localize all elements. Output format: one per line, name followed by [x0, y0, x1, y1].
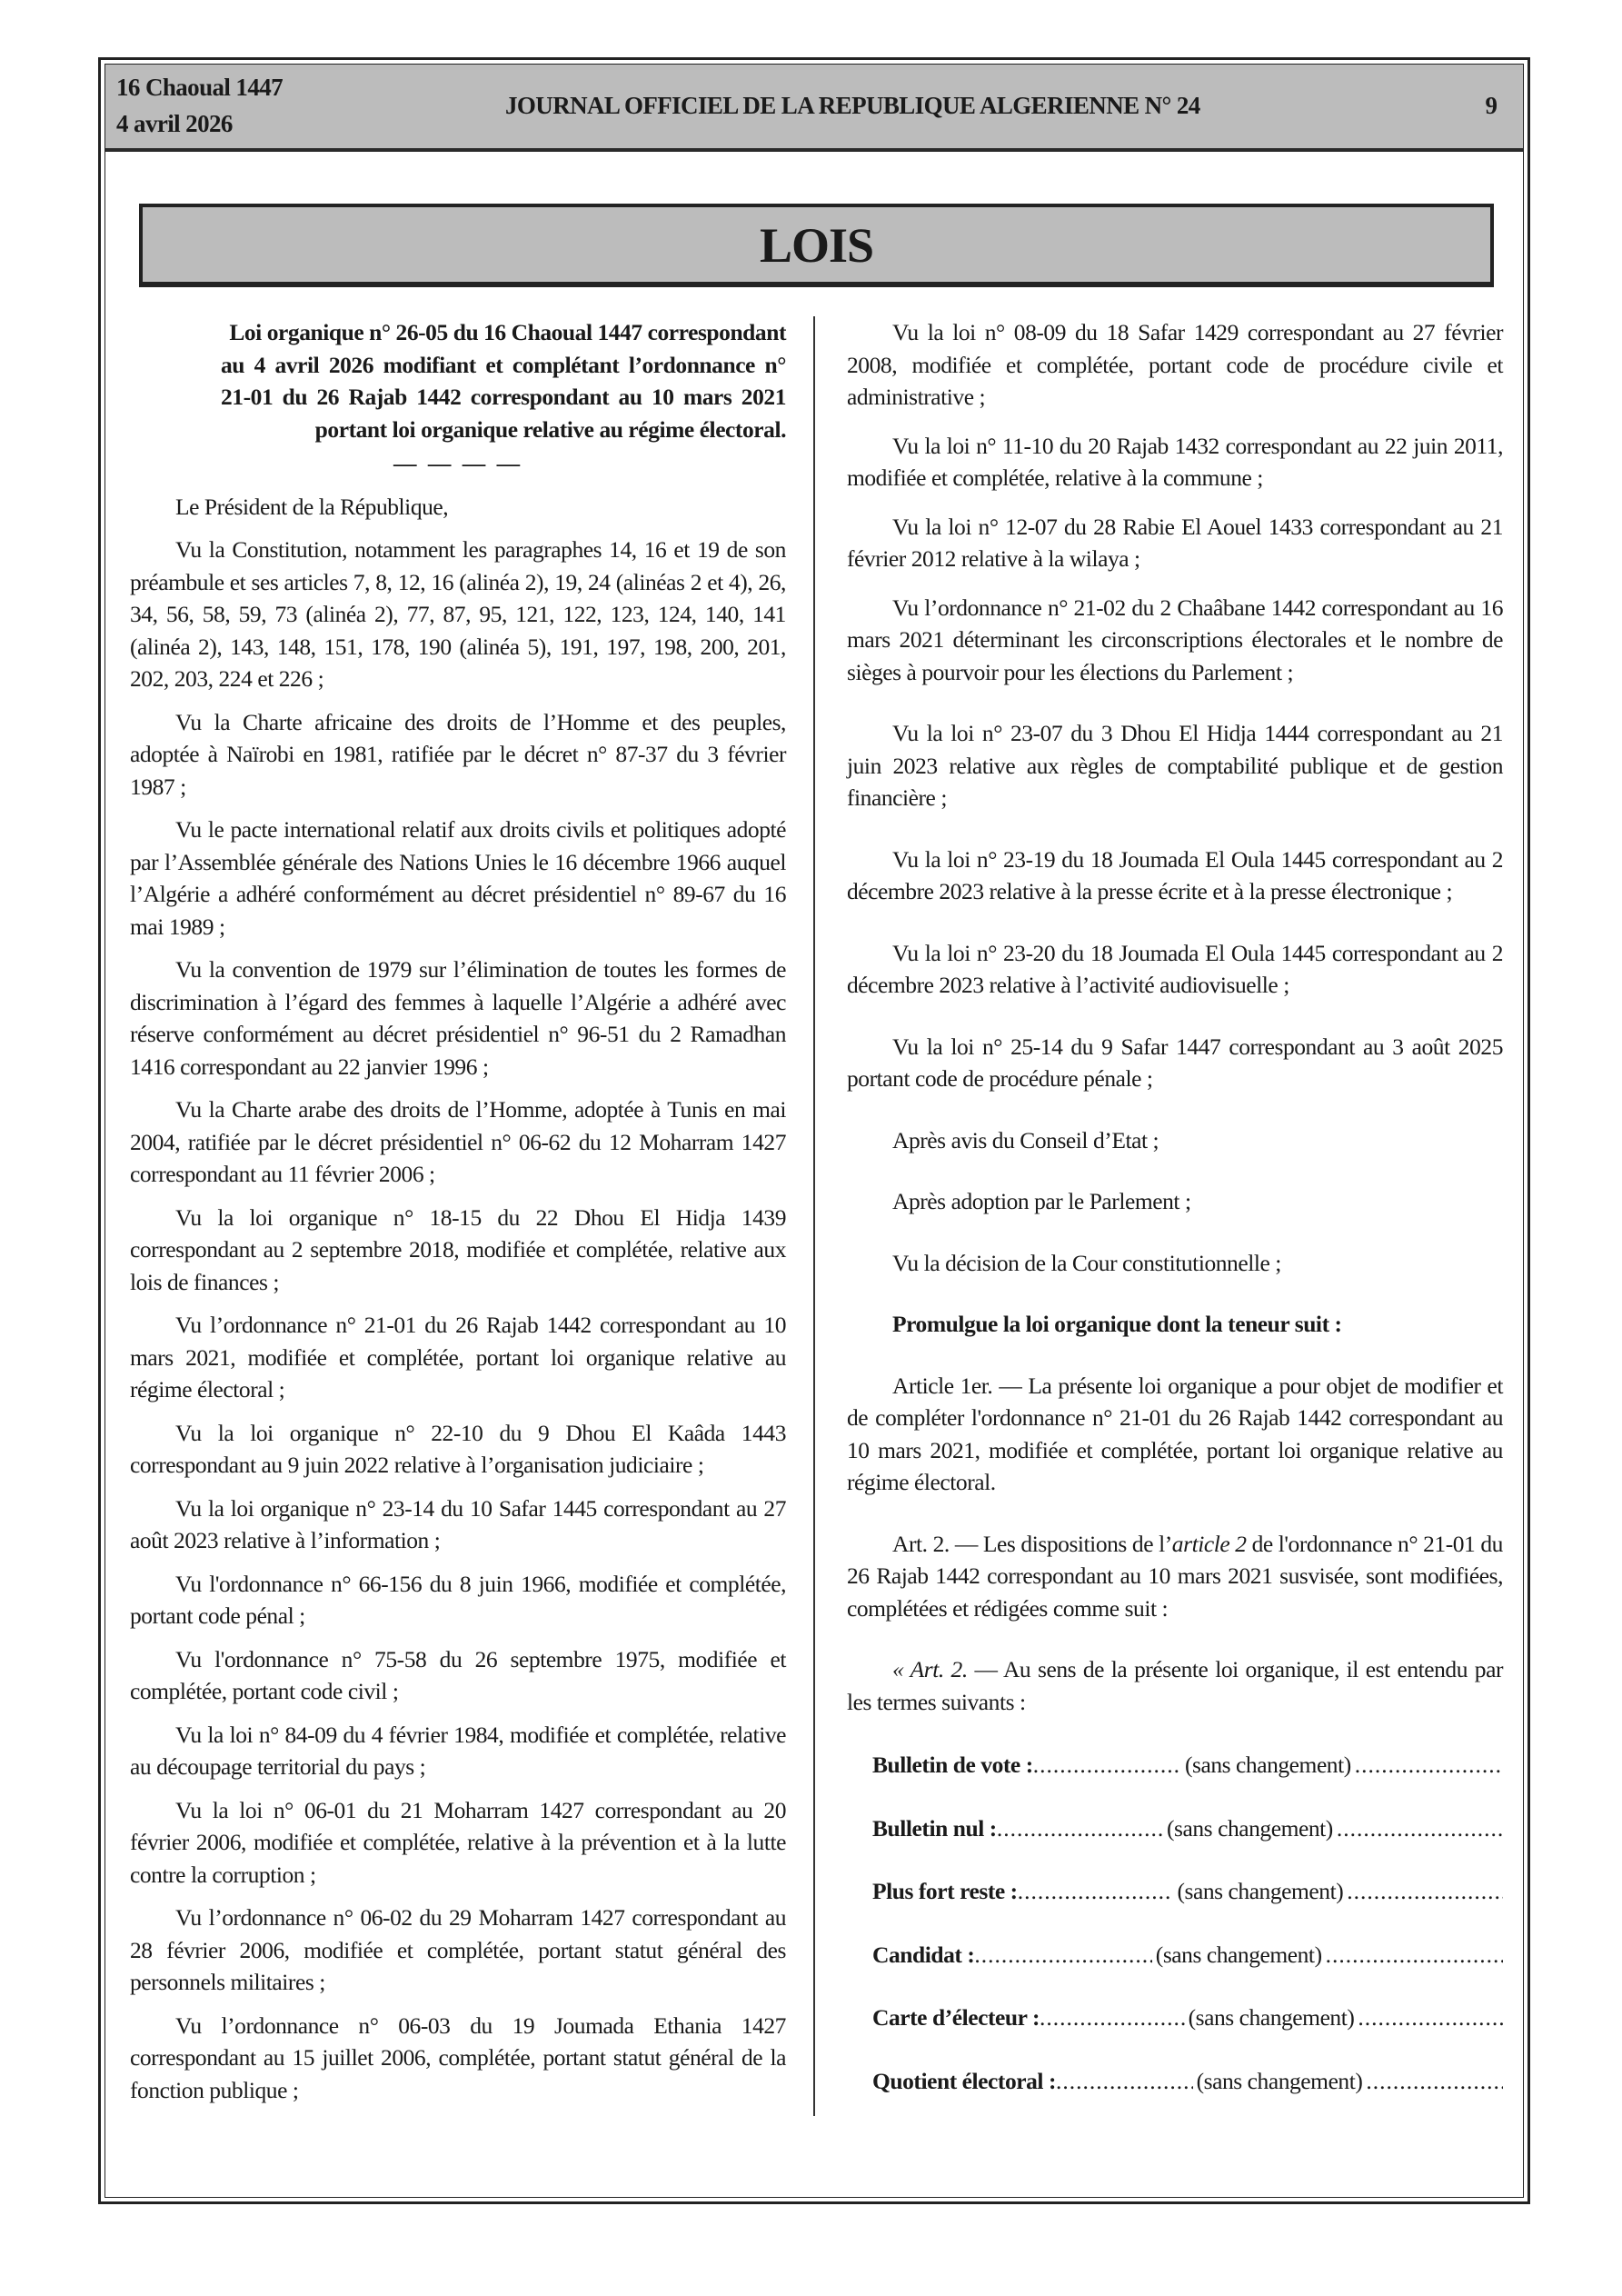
dot-leader [1326, 1939, 1503, 1972]
section-title: LOIS [759, 218, 874, 273]
article-2 [847, 1528, 1503, 1625]
dot-leader [1355, 1749, 1503, 1782]
visa-paragraph: Vu la loi n° 11-10 du 20 Rajab 1432 correspondant au 22 juin 2011, modifiée et complétée, relative à la commune ; [847, 432, 1503, 491]
visa-paragraph: Vu l’ordonnance n° 21-01 du 26 Rajab 1442 correspondant au 10 mars 2021, modifiée et complétée, portant loi organique relative au régime électoral ; [130, 1312, 786, 1403]
dot-leader [1056, 2065, 1193, 2098]
title-separator: — — — — [393, 450, 523, 476]
law-title-line1: Loi organique n° 26-05 du 16 Chaoual 1447 correspondant [229, 319, 786, 345]
visa-paragraph: Vu l'ordonnance n° 66-156 du 8 juin 1966, modifiée et complétée, portant code pénal ; [130, 1570, 786, 1629]
definition-text: (sans changement) [1167, 1814, 1333, 1842]
article-2-quote-label: « Art. 2. [892, 1656, 968, 1682]
visa-paragraph: Vu la loi n° 23-20 du 18 Joumada El Oula 1445 correspondant au 2 décembre 2023 relative à l’activité audiovisuelle ; [847, 939, 1503, 998]
definition-row [847, 1812, 1503, 1845]
right-column [847, 316, 1503, 2128]
visa-paragraph: Vu la loi n° 12-07 du 28 Rabie El Aouel 1433 correspondant au 21 février 2012 relative à la wilaya ; [847, 513, 1503, 572]
visa-paragraph: Vu le pacte international relatif aux droits civils et politiques adopté par l’Assemblée générale des Nations Unies le 16 décembre 1966 auquel l’Algérie a adhéré conformément au décret présidentiel n° 89-67 du 16 mai 1989 ; [130, 816, 786, 940]
dot-leader [1040, 2002, 1185, 2034]
dot-leader [1337, 1812, 1503, 1845]
visa-paragraph: Vu la Constitution, notamment les paragraphes 14, 16 et 19 de son préambule et ses articles 7, 8, 12, 16 (alinéa 2), 19, 24 (alinéas 2 et 4), 26, 34, 56, 58, 59, 73 (alinéa 2), 77, 87, 95, 121, 122, 123, 124, 140, 141 (alinéa 2), 143, 148, 151, 178, 190 (alinéa 5), 191, 197, 198, 200, 201, 202, 203, 224 et 226 ; [130, 536, 786, 692]
definition-term: Bulletin de vote : [872, 1752, 1033, 1778]
definition-text: (sans changement) [1177, 1878, 1344, 1904]
visa-paragraph: Après avis du Conseil d’Etat ; [892, 1126, 1159, 1153]
visa-paragraph: Vu la convention de 1979 sur l’élimination de toutes les formes de discrimination à l’égard des femmes à laquelle l’Algérie a adhéré avec réserve conformément au décret présidentiel n° 96-51 du 2 Ramadhan 1416 correspondant au 22 janvier 1996 ; [130, 956, 786, 1080]
header-gregorian-date: 4 avril 2026 [116, 110, 233, 137]
dot-leader [1366, 2065, 1503, 2098]
article-1: Article 1er. — La présente loi organique a pour objet de modifier et de compléter l'ordonnance n° 21-01 du 26 Rajab 1442 correspondant au 10 mars 2021, modifiée et complétée, portant loi organique relative au régime électoral. [847, 1372, 1503, 1495]
definition-term: Bulletin nul : [872, 1814, 997, 1842]
article-2-text-before: Art. 2. — Les dispositions de l’ [892, 1530, 1172, 1557]
law-title-rest: au 4 avril 2026 modifiant et complétant l’ordonnance n° 21-01 du 26 Rajab 1442 correspondant au 10 mars 2021 portant loi organique relative au régime électoral. [221, 351, 786, 443]
definition-text: (sans changement) [1184, 1752, 1351, 1778]
page-number: 9 [1485, 92, 1498, 119]
visa-paragraph: Vu la décision de la Cour constitutionnelle ; [892, 1249, 1281, 1276]
definition-term: Carte d’électeur : [872, 2004, 1040, 2031]
visa-paragraph: Vu la loi n° 23-19 du 18 Joumada El Oula 1445 correspondant au 2 décembre 2023 relative à la presse écrite et à la presse électronique ; [847, 845, 1503, 904]
dot-leader [1347, 1875, 1503, 1908]
visa-paragraph: Vu la Charte arabe des droits de l’Homme, adoptée à Tunis en mai 2004, ratifiée par le décret présidentiel n° 06-62 du 12 Moharram 1427 correspondant au 11 février 2006 ; [130, 1096, 786, 1187]
definition-text: (sans changement) [1188, 2004, 1355, 2031]
left-column [130, 316, 786, 2117]
header-hijri-date: 16 Chaoual 1447 [116, 74, 284, 101]
visa-paragraph: Vu la loi organique n° 22-10 du 9 Dhou El Kaâda 1443 correspondant au 9 juin 2022 relative à l’organisation judiciaire ; [130, 1419, 786, 1478]
visa-paragraph: Vu la loi n° 08-09 du 18 Safar 1429 correspondant au 27 février 2008, modifiée et complétée, portant code de procédure civile et administrative ; [847, 319, 1503, 410]
dot-leader [1018, 1875, 1174, 1908]
dot-leader [1033, 1749, 1181, 1782]
definition-term: Quotient électoral : [872, 2067, 1057, 2094]
visa-paragraph: Vu la loi n° 23-07 du 3 Dhou El Hidja 1444 correspondant au 21 juin 2023 relative aux règles de comptabilité publique et de gestion financière ; [847, 720, 1503, 811]
article-2-ref: article 2 [1171, 1530, 1247, 1557]
definition-term: Plus fort reste : [872, 1878, 1018, 1904]
definition-term: Candidat : [872, 1941, 975, 1968]
visa-paragraph: Vu la Charte africaine des droits de l’Homme et des peuples, adoptée à Naïrobi en 1981, ratifiée par le décret n° 87-37 du 3 février 1987 ; [130, 708, 786, 800]
visa-paragraph: Vu la loi organique n° 23-14 du 10 Safar 1445 correspondant au 27 août 2023 relative à l’information ; [130, 1494, 786, 1553]
definition-row [847, 1939, 1503, 1972]
definition-text: (sans changement) [1196, 2067, 1363, 2094]
article-2-quote [847, 1653, 1503, 1718]
visa-paragraph: Vu l’ordonnance n° 21-02 du 2 Chaâbane 1442 correspondant au 16 mars 2021 déterminant les circonscriptions électorales et le nombre de sièges à pourvoir pour les élections du Parlement ; [847, 594, 1503, 685]
visa-paragraph: Vu la loi n° 84-09 du 4 février 1984, modifiée et complétée, relative au découpage territorial du pays ; [130, 1721, 786, 1780]
definition-row [847, 1875, 1503, 1908]
definition-row [847, 2065, 1503, 2098]
visa-paragraph: Vu la loi n° 25-14 du 9 Safar 1447 correspondant au 3 août 2025 portant code de procédure pénale ; [847, 1033, 1503, 1092]
dot-leader [1358, 2002, 1503, 2034]
visa-paragraph: Vu l'ordonnance n° 75-58 du 26 septembre 1975, modifiée et complétée, portant code civil ; [130, 1645, 786, 1704]
dot-leader [974, 1939, 1151, 1972]
visa-paragraph: Vu la loi n° 06-01 du 21 Moharram 1427 correspondant au 20 février 2006, modifiée et complétée, relative à la prévention et à la lutte contre la corruption ; [130, 1796, 786, 1888]
definition-text: (sans changement) [1155, 1941, 1322, 1968]
article-2-text-after: de l'ordonnance n° 21-01 du 26 Rajab 1442 correspondant au 10 mars 2021 susvisée, sont modifiées, complétées et rédigées comme suit : [847, 1530, 1503, 1622]
definition-row [847, 2002, 1503, 2034]
definition-row [847, 1749, 1503, 1782]
dot-leader [997, 1812, 1163, 1845]
visa-paragraph: Vu l’ordonnance n° 06-03 du 19 Joumada Ethania 1427 correspondant au 15 juillet 2006, complétée, portant statut général de la fonction publique ; [130, 2011, 786, 2103]
visa-paragraph: Après adoption par le Parlement ; [892, 1188, 1191, 1214]
column-divider [813, 316, 815, 2116]
article-2-quote-text: — Au sens de la présente loi organique, il est entendu par les termes suivants : [847, 1656, 1503, 1715]
journal-title: JOURNAL OFFICIEL DE LA REPUBLIQUE ALGERIENNE N° 24 [505, 92, 1200, 119]
law-title [130, 316, 786, 445]
section-banner [139, 204, 1494, 287]
visa-paragraph: Vu la loi organique n° 18-15 du 22 Dhou El Hidja 1439 correspondant au 2 septembre 2018, modifiée et complétée, relative aux lois de finances ; [130, 1203, 786, 1295]
journal-header [105, 65, 1523, 152]
promulgation-clause: Promulgue la loi organique dont la teneur suit : [892, 1311, 1342, 1337]
visa-paragraph: Le Président de la République, [175, 493, 449, 520]
visa-paragraph: Vu l’ordonnance n° 06-02 du 29 Moharram 1427 correspondant au 28 février 2006, modifiée et complétée, portant statut général des personnels militaires ; [130, 1904, 786, 1995]
